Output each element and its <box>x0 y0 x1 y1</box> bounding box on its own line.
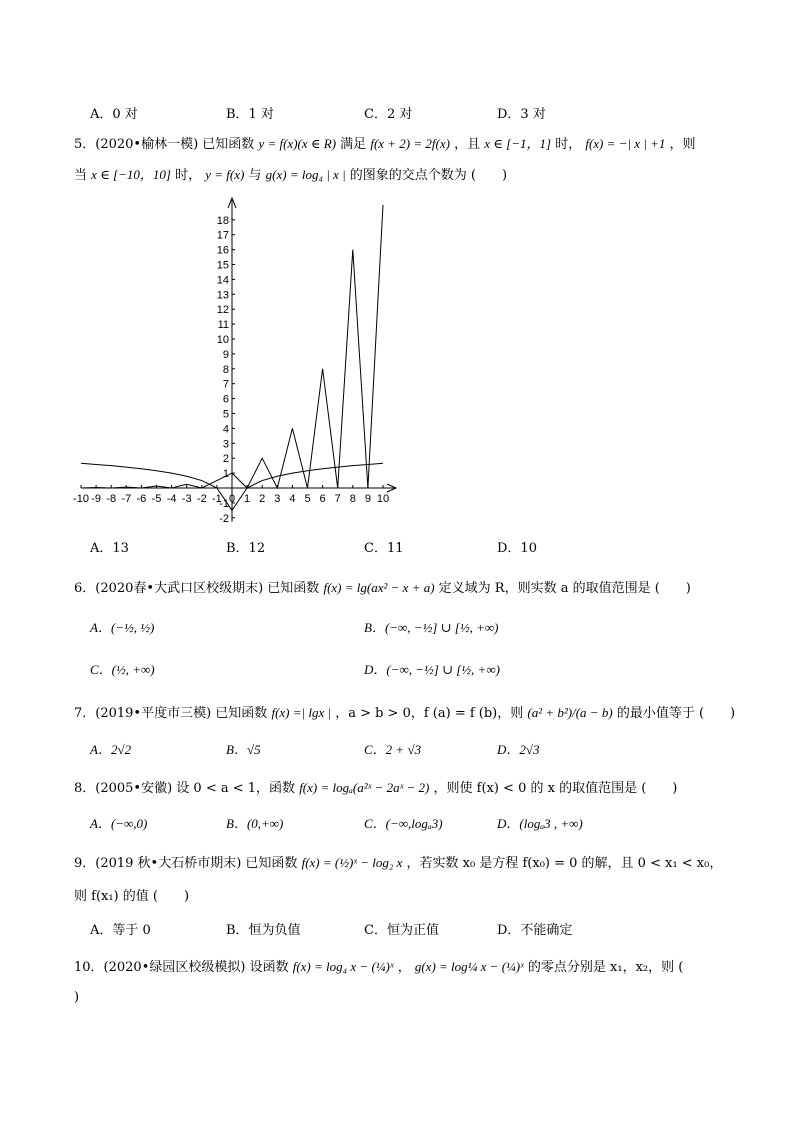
q5-text: 时， <box>555 137 582 152</box>
q9-stem-line2: 则 f(x₁) 的值 ( ) <box>74 889 190 904</box>
q5-option-d: D．10 <box>497 541 537 556</box>
q8-option-b: B．(0,+∞) <box>226 816 284 831</box>
q4-option-d: D．3 对 <box>497 107 546 122</box>
q5-text: 的图象的交点个数为 ( ) <box>349 168 508 183</box>
y-tick-label: 6 <box>222 393 229 406</box>
y-tick-label: 18 <box>216 214 229 227</box>
q7-text: ，a > b > 0，f (a) = f (b)，则 <box>335 706 524 721</box>
q6-option-b: B．(−∞, −½] ∪ [½, +∞) <box>364 620 499 635</box>
q10-stem-line1 <box>74 956 683 975</box>
q5-text: 满足 <box>340 137 367 152</box>
q7-option-a: A．2√2 <box>90 742 132 757</box>
y-tick-label: -2 <box>219 512 229 525</box>
q9-prefix: 9．(2019 秋•大石桥市期末) 已知函数 <box>74 856 298 871</box>
y-tick-label: -1 <box>219 497 229 510</box>
y-tick-label: 5 <box>222 408 229 421</box>
q5-text: ，则 <box>669 137 696 152</box>
y-tick-label: 16 <box>216 244 229 257</box>
q5-text: 时， <box>175 168 202 183</box>
q9-stem-line1 <box>74 852 722 871</box>
q5-option-b: B．12 <box>226 541 266 556</box>
q5-text: ，且 <box>454 137 481 152</box>
q6-option-a: A．(−½, ½) <box>90 620 155 635</box>
q7-text: 的最小值等于 ( ) <box>616 706 736 721</box>
q7-prefix: 7．(2019•平度市三模) 已知函数 <box>74 706 268 721</box>
q5-text: 与 <box>248 168 262 183</box>
q5-condition: f(x + 2) = 2f(x) <box>370 136 450 151</box>
y-tick-label: 3 <box>222 438 229 451</box>
x-tick-label: -5 <box>151 493 162 505</box>
q8-text: ，则使 f(x) < 0 的 x 的取值范围是 ( ) <box>433 781 678 796</box>
q5-f: y = f(x) <box>205 167 245 182</box>
q4-option-b: B．1 对 <box>226 107 274 122</box>
q8-option-a: A．(−∞,0) <box>90 816 148 831</box>
q6-option-c: C．(½, +∞) <box>90 662 155 677</box>
q9-text: ，若实数 x₀ 是方程 f(x₀) = 0 的解，且 0 < x₁ < x₀， <box>406 856 723 871</box>
q10-text: ， <box>397 960 411 975</box>
q5-stem-line1 <box>74 133 696 152</box>
x-tick-label: 1 <box>244 493 251 505</box>
q5-range: x ∈ [−10，10] <box>91 167 171 182</box>
y-tick-label: 11 <box>217 319 229 332</box>
x-tick-label: 3 <box>274 493 281 505</box>
q9-function: f(x) = (½)ˣ − log₂ x <box>301 855 403 870</box>
x-tick-label: -9 <box>91 493 101 505</box>
q9-option-c: C．恒为正值 <box>364 923 439 938</box>
q4-option-c: C．2 对 <box>364 107 413 122</box>
q9-option-d: D．不能确定 <box>497 923 573 938</box>
x-tick-label: -2 <box>196 493 207 505</box>
y-tick-label: 9 <box>222 348 229 361</box>
x-tick-label: -8 <box>106 493 117 505</box>
q5-graph <box>70 190 410 530</box>
x-tick-label: -7 <box>121 493 132 505</box>
q9-option-b: B．恒为负值 <box>226 923 301 938</box>
x-tick-label: 0 <box>228 493 236 505</box>
q8-function: f(x) = logₐ(a²ˣ − 2aˣ − 2) <box>299 780 430 795</box>
x-tick-label: -10 <box>73 493 89 505</box>
q5-option-c: C．11 <box>364 541 404 556</box>
x-tick-label: 7 <box>334 493 341 505</box>
q7-option-d: D．2√3 <box>497 742 540 757</box>
x-tick-label: -6 <box>136 493 147 505</box>
q8-stem <box>74 777 677 796</box>
q4-option-a: A．0 对 <box>90 107 138 122</box>
q5-definition: f(x) = −| x | +1 <box>585 136 666 151</box>
q6-text: 定义域为 R，则实数 a 的取值范围是 ( ) <box>438 581 691 596</box>
x-tick-label: 2 <box>259 493 266 505</box>
y-tick-label: 12 <box>216 304 229 317</box>
x-tick-label: -3 <box>181 493 192 505</box>
q6-function: f(x) = lg(ax² − x + a) <box>323 580 435 595</box>
y-tick-label: 17 <box>216 229 229 242</box>
q5-domain: x ∈ [−1，1] <box>484 136 552 151</box>
q5-option-a: A．13 <box>90 541 129 556</box>
y-tick-label: 8 <box>222 363 229 376</box>
x-tick-label: 5 <box>304 493 311 505</box>
q5-text: 当 <box>74 168 88 183</box>
y-tick-label: 4 <box>222 423 229 436</box>
x-tick-label: 10 <box>376 493 390 505</box>
q5-g: g(x) = log₄ | x | <box>265 167 346 182</box>
q6-option-d: D．(−∞, −½] ∪ [½, +∞) <box>364 662 500 677</box>
x-tick-label: 9 <box>364 493 371 505</box>
x-tick-label: 4 <box>289 493 296 505</box>
q5-stem-line2 <box>74 164 507 183</box>
q7-option-c: C．2 + √3 <box>364 742 422 757</box>
y-tick-label: 2 <box>222 453 229 466</box>
q6-prefix: 6．(2020春•大武口区校级期末) 已知函数 <box>74 581 320 596</box>
q8-prefix: 8．(2005•安徽) 设 0 < a < 1，函数 <box>74 781 296 796</box>
x-tick-label: -4 <box>166 493 177 505</box>
y-tick-label: 13 <box>216 289 229 302</box>
q10-function-f: f(x) = log₄ x − (¼)ˣ <box>292 959 394 974</box>
y-tick-label: 10 <box>216 334 229 346</box>
q7-option-b: B．√5 <box>226 742 261 757</box>
q7-function: f(x) =| lgx | <box>271 705 332 720</box>
q5-prefix: 5．(2020•榆林一模) 已知函数 <box>74 137 255 152</box>
q8-option-c: C．(−∞,logₐ3) <box>364 816 443 831</box>
y-tick-label: 15 <box>216 259 229 272</box>
x-tick-label: 6 <box>319 493 326 505</box>
q6-stem <box>74 577 691 596</box>
q7-expression: (a² + b²)/(a − b) <box>527 705 613 720</box>
q8-option-d: D．(logₐ3 , +∞) <box>497 816 583 831</box>
q7-stem <box>74 702 735 721</box>
y-tick-label: 7 <box>222 378 229 391</box>
q10-prefix: 10．(2020•绿园区校级模拟) 设函数 <box>74 960 289 975</box>
q10-stem-line2: ) <box>74 990 80 1005</box>
y-tick-label: 1 <box>222 468 229 481</box>
y-tick-label: 14 <box>216 274 229 287</box>
q10-function-g: g(x) = log¼ x − (¼)ˣ <box>414 959 524 974</box>
q9-option-a: A．等于 0 <box>90 923 151 938</box>
x-tick-label: 8 <box>349 493 356 505</box>
x-tick-label: -1 <box>212 493 222 505</box>
q5-function: y = f(x)(x ∈ R) <box>258 136 337 151</box>
q10-text: 的零点分别是 x₁，x₂，则 ( <box>527 960 684 975</box>
